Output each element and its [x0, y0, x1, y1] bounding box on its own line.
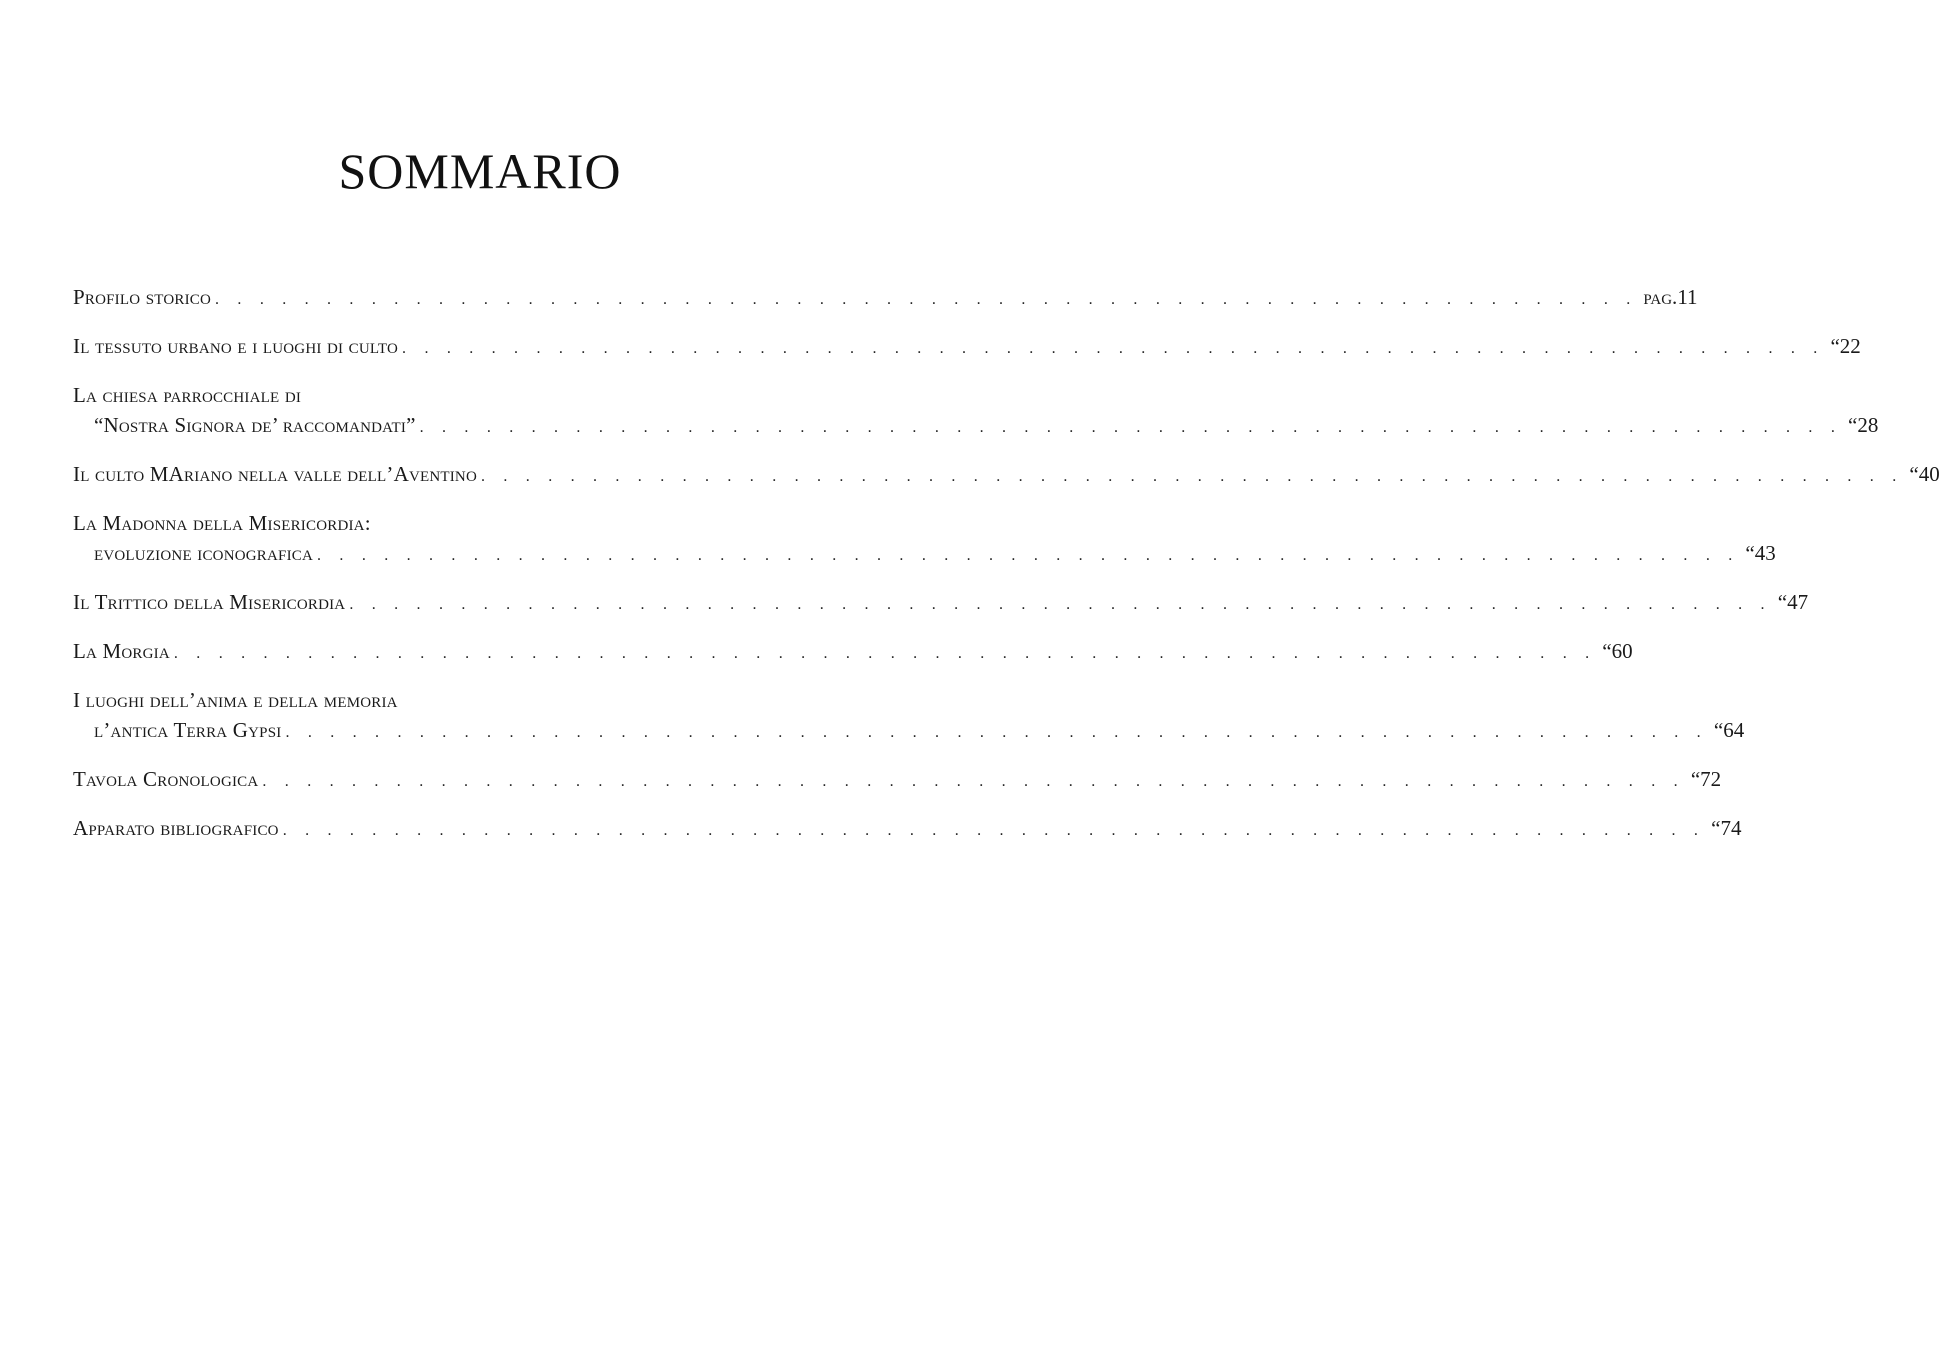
- page-number: 72: [1700, 767, 1722, 791]
- dot-leader: . . . . . . . . . . . . . . . . . . . . . . . . . . . . . . . . . . . . . . . . . . . . . . . . . . . . . . . . . . . . . . . .: [262, 773, 1685, 790]
- page-number: 64: [1723, 718, 1745, 742]
- toc-entry-label-continued: l’antica Terra Gypsi: [94, 718, 282, 742]
- ditto-mark: “: [1711, 816, 1721, 840]
- toc-entry-label-continued: evoluzione iconografica: [94, 541, 314, 565]
- toc-entry-luoghi-anima[interactable]: [73, 685, 1745, 745]
- page-number: 60: [1611, 639, 1633, 663]
- toc-entry-label: Il culto MAriano nella valle dell’Aventino: [73, 462, 477, 486]
- ditto-mark: “: [1848, 413, 1858, 437]
- ditto-mark: “: [1602, 639, 1612, 663]
- toc-entry-label: Apparato bibliografico: [73, 816, 279, 840]
- page-number: 74: [1720, 816, 1742, 840]
- ditto-mark: “: [1909, 462, 1919, 486]
- dot-leader: . . . . . . . . . . . . . . . . . . . . . . . . . . . . . . . . . . . . . . . . . . . . . . . . . . . . . . . . . . . . . . . .: [419, 419, 1843, 436]
- toc-entry-label: La Morgia: [73, 639, 170, 663]
- toc-entry-label: Profilo storico: [73, 285, 212, 309]
- page-number: 28: [1857, 413, 1879, 437]
- dot-leader: . . . . . . . . . . . . . . . . . . . . . . . . . . . . . . . . . . . . . . . . . . . . . . . . . . . . . . . . . . . . . . . .: [215, 291, 1638, 308]
- page-number: 40: [1918, 462, 1940, 486]
- toc-entry-madonna-misericordia[interactable]: [73, 508, 1776, 568]
- toc-entry-tessuto-urbano[interactable]: [73, 331, 1861, 361]
- toc-entry-tavola-cronologica[interactable]: [73, 764, 1722, 794]
- page-number: 22: [1839, 334, 1861, 358]
- toc-entry-label: La Madonna della Misericordia:: [73, 511, 371, 535]
- toc-entry-label: Il tessuto urbano e i luoghi di culto: [73, 334, 399, 358]
- dot-leader: . . . . . . . . . . . . . . . . . . . . . . . . . . . . . . . . . . . . . . . . . . . . . . . . . . . . . . . . . . . . . . . .: [173, 645, 1597, 662]
- dot-leader: . . . . . . . . . . . . . . . . . . . . . . . . . . . . . . . . . . . . . . . . . . . . . . . . . . . . . . . . . . . . . . . .: [402, 340, 1825, 357]
- ditto-mark: “: [1777, 590, 1788, 614]
- ditto-mark: “: [1830, 334, 1840, 358]
- ditto-mark: “: [1745, 541, 1755, 565]
- toc-entry-profilo-storico[interactable]: [73, 282, 1698, 312]
- page-marker: pag.: [1643, 285, 1678, 309]
- dot-leader: . . . . . . . . . . . . . . . . . . . . . . . . . . . . . . . . . . . . . . . . . . . . . . . . . . . . . . . . . . . . . . . .: [317, 547, 1740, 564]
- page-number: 11: [1677, 285, 1698, 309]
- dot-leader: . . . . . . . . . . . . . . . . . . . . . . . . . . . . . . . . . . . . . . . . . . . . . . . . . . . . . . . . . . . . . . . .: [481, 468, 1904, 485]
- toc-entry-label: Il Trittico della Misericordia: [73, 590, 346, 614]
- page-number: 43: [1754, 541, 1776, 565]
- toc-entry-label: Tavola Cronologica: [73, 767, 259, 791]
- toc-entry-trittico[interactable]: [73, 587, 1809, 617]
- toc-entry-culto-mariano[interactable]: [73, 459, 1940, 489]
- dot-leader: . . . . . . . . . . . . . . . . . . . . . . . . . . . . . . . . . . . . . . . . . . . . . . . . . . . . . . . . . . . . . . . .: [285, 724, 1708, 741]
- toc-entry-label: La chiesa parrocchiale di: [73, 383, 302, 407]
- dot-leader: . . . . . . . . . . . . . . . . . . . . . . . . . . . . . . . . . . . . . . . . . . . . . . . . . . . . . . . . . . . . . . . .: [282, 822, 1706, 839]
- toc-entry-label-continued: “Nostra Signora de’ raccomandati”: [94, 413, 416, 437]
- toc-entry-morgia[interactable]: [73, 636, 1633, 666]
- dot-leader: . . . . . . . . . . . . . . . . . . . . . . . . . . . . . . . . . . . . . . . . . . . . . . . . . . . . . . . . . . . . . . . .: [349, 596, 1772, 613]
- ditto-mark: “: [1690, 767, 1701, 791]
- table-of-contents: [73, 282, 1940, 843]
- page-title: SOMMARIO: [338, 143, 622, 199]
- toc-entry-label: I luoghi dell’anima e della memoria: [73, 688, 398, 712]
- toc-entry-chiesa-parrocchiale[interactable]: [73, 380, 1879, 440]
- toc-entry-apparato-bibliografico[interactable]: [73, 813, 1742, 843]
- ditto-mark: “: [1713, 718, 1724, 742]
- page-number: 47: [1787, 590, 1809, 614]
